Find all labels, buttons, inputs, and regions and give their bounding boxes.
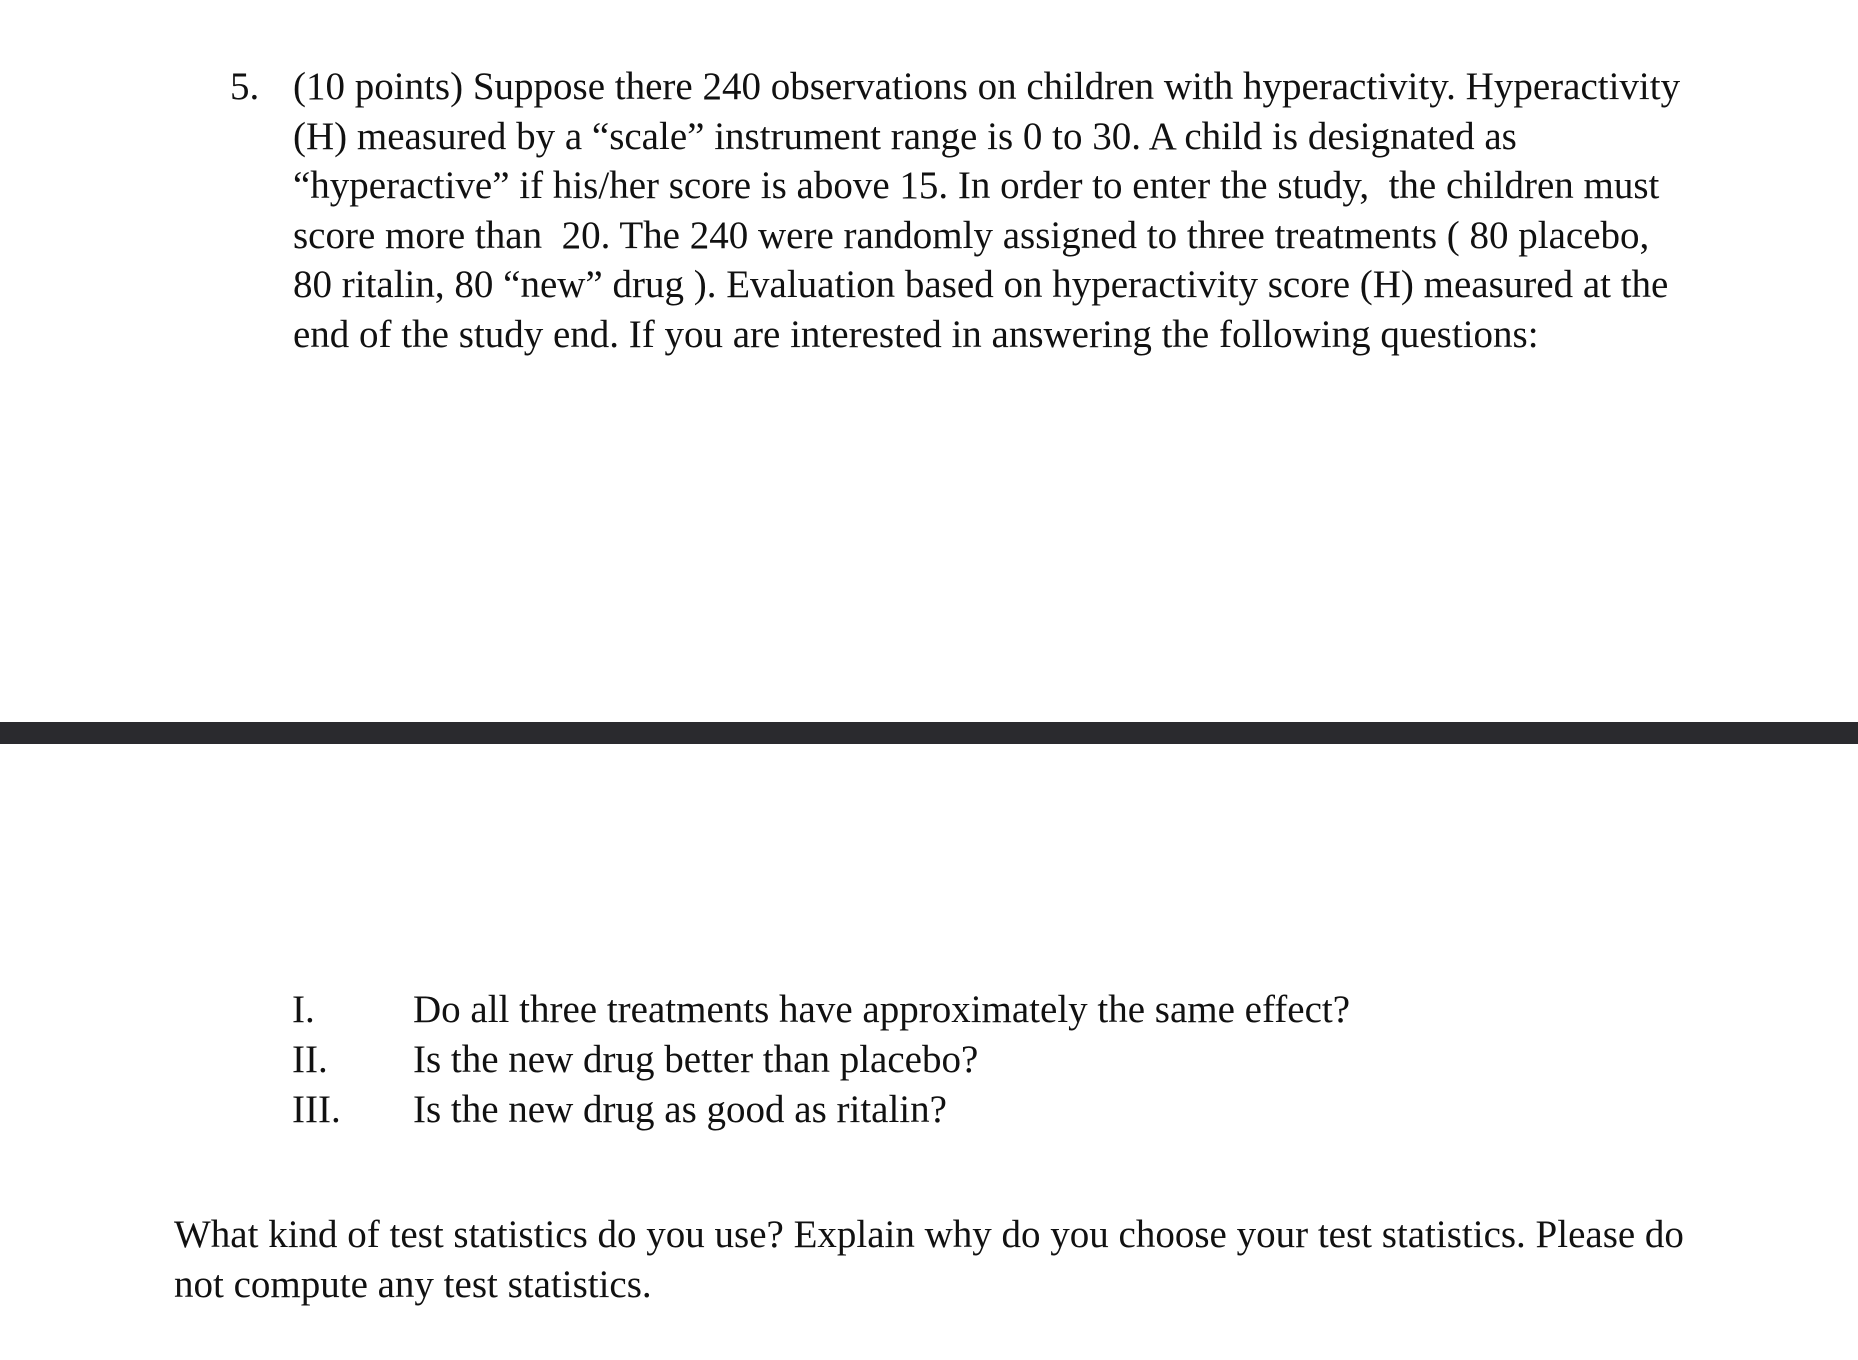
problem-line: (10 points) Suppose there 240 observations on children with hyperactivity. Hyperactivity [293,65,1681,108]
problem-text [293,62,1753,359]
question-numeral: III. [292,1088,341,1131]
page-divider [0,722,1858,744]
question-numeral: II. [292,1038,328,1081]
question-list [292,985,1592,1135]
problem-line: end of the study end. If you are interested in answering the following questions: [293,312,1539,356]
problem-line: score more than 20. The 240 were randomly assigned to three treatments ( 80 placebo, [293,213,1650,257]
problem-number: 5. [230,65,260,108]
question-item [292,1035,1592,1085]
problem-line: “hyperactive” if his/her score is above 15. In order to enter the study, the children must [293,164,1660,207]
closing-prompt [174,1210,1774,1310]
question-text: Is the new drug as good as ritalin? [413,1088,947,1131]
prompt-line: What kind of test statistics do you use? Explain why do you choose your test statistics. Please do [174,1213,1684,1256]
question-numeral: I. [292,988,315,1031]
problem-line: (H) measured by a “scale” instrument range is 0 to 30. A child is designated as [293,114,1517,158]
question-text: Do all three treatments have approximately the same effect? [413,988,1351,1031]
prompt-line: not compute any test statistics. [174,1263,652,1306]
question-item [292,1085,1592,1135]
problem-line: 80 ritalin, 80 “new” drug ). Evaluation based on hyperactivity score (H) measured at the [293,263,1669,306]
question-item [292,985,1592,1035]
question-text: Is the new drug better than placebo? [413,1038,979,1081]
